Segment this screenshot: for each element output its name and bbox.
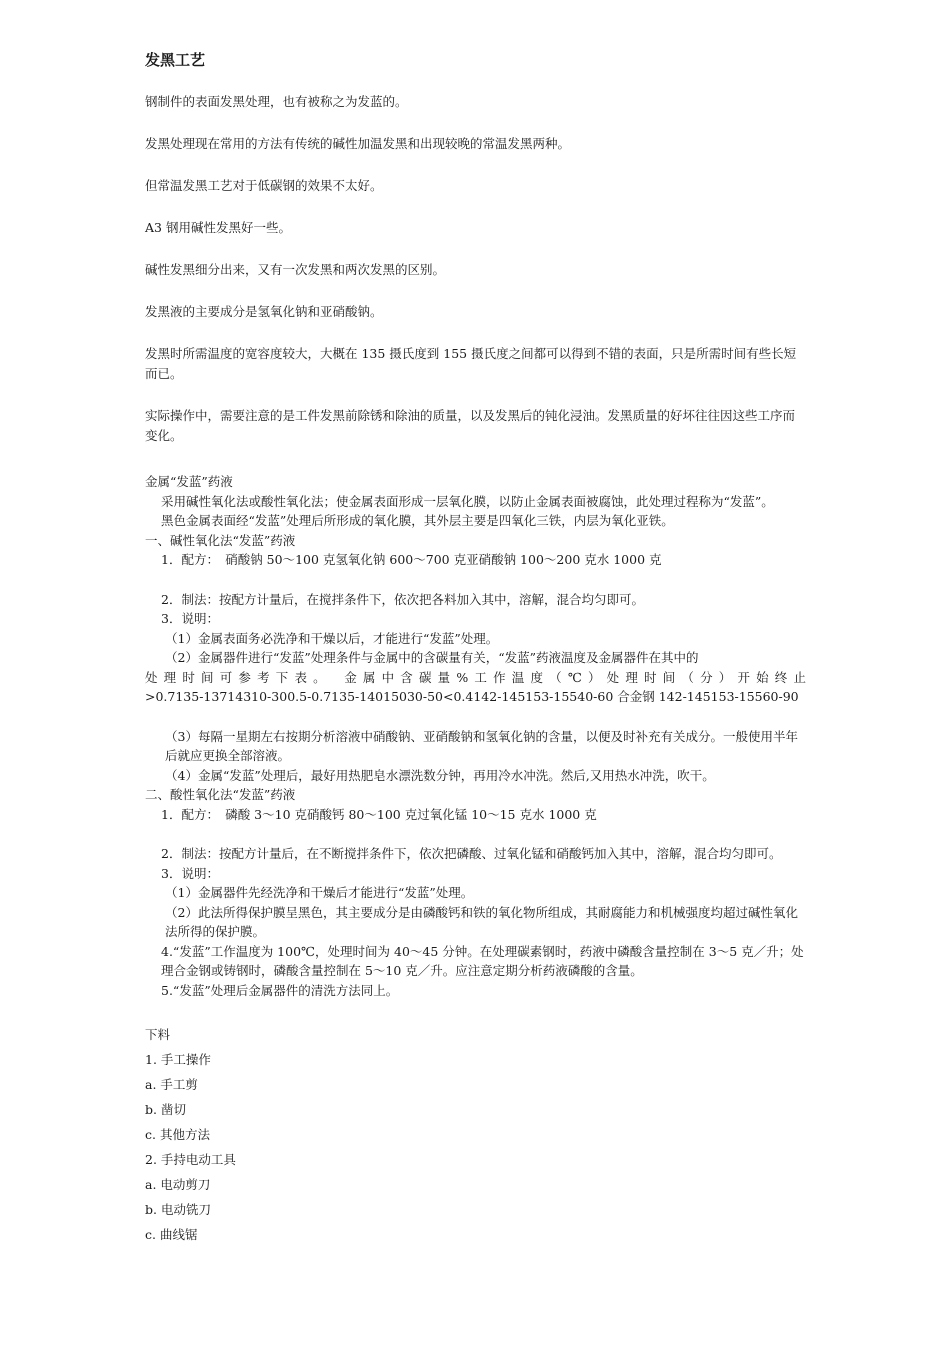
list-item: a. 手工剪 <box>145 1077 198 1092</box>
document-page <box>145 50 807 1247</box>
acid-formula: 1．配方： 磷酸 3～10 克硝酸钙 80～100 克过氧化锰 10～15 克水 1000 克 <box>161 806 597 822</box>
section-heading: 金属“发蓝”药液 <box>145 474 233 489</box>
list-item: 2. 手持电动工具 <box>145 1152 236 1167</box>
intro-paragraph: A3 钢用碱性发黑好一些。 <box>145 220 291 235</box>
acid-note-2: （2）此法所得保护膜呈黑色，其主要成分是由磷酸钙和铁的氧化物所组成，其耐腐能力和机械强度均超过碱性氧化法所得的保护膜。 <box>165 904 798 939</box>
acid-method: 2．制法：按配方计量后，在不断搅拌条件下，依次把磷酸、过氧化锰和硝酸钙加入其中，溶解，混合均匀即可。 <box>161 846 782 861</box>
list-item: a. 电动剪刀 <box>145 1177 211 1192</box>
alkali-note-1: （1）金属表面务必洗净和干燥以后，才能进行“发蓝”处理。 <box>165 630 499 646</box>
acid-paragraph-5: 5.“发蓝”处理后金属器件的清洗方法同上。 <box>161 982 399 998</box>
alkali-note-3: （3）每隔一星期左右按期分析溶液中硝酸钠、亚硝酸钠和氢氧化钠的含量，以便及时补充有关成分。一般使用半年后就应更换全部溶液。 <box>165 728 798 763</box>
alkali-note-2-table: 处理时间可参考下表。 金属中含碳量%工作温度（℃）处理时间（分）开始终止 <box>145 669 807 685</box>
acid-paragraph-4: 4.“发蓝”工作温度为 100℃，处理时间为 40～45 分钟。在处理碳素钢时，药液中磷酸含量控制在 3～5 克／升；处理合金钢或铸钢时，磷酸含量控制在 5～10 克／升。应注意定期分析药液磷酸的含量。 <box>161 943 804 978</box>
section-paragraph: 黑色金属表面经“发蓝”处理后所形成的氧化膜，其外层主要是四氧化三铁，内层为氧化亚铁。 <box>161 513 674 528</box>
alkali-note-2-values: >0.7135-13714310-300.5-0.7135-14015030-50<0.4142-145153-15540-60 合金钢 142-145153-15560-90 <box>145 689 799 704</box>
intro-paragraph: 实际操作中，需要注意的是工件发黑前除锈和除油的质量，以及发黑后的钝化浸油。发黑质量的好坏往往因这些工序而变化。 <box>145 408 796 443</box>
list-item: b. 凿切 <box>145 1102 186 1117</box>
document-title: 发黑工艺 <box>145 51 206 69</box>
intro-paragraphs <box>145 92 807 446</box>
intro-paragraph: 发黑时所需温度的宽容度较大，大概在 135 摄氏度到 155 摄氏度之间都可以得到不错的表面，只是所需时间有些长短而已。 <box>145 346 797 381</box>
acid-note-label: 3．说明： <box>161 865 219 881</box>
intro-paragraph: 发黑液的主要成分是氢氧化钠和亚硝酸钠。 <box>145 304 383 319</box>
alkali-note-2: （2）金属器件进行“发蓝”处理条件与金属中的含碳量有关，“发蓝”药液温度及金属器件在其中的 <box>165 650 699 665</box>
cutting-list <box>145 1022 807 1247</box>
list-item: 1. 手工操作 <box>145 1052 211 1067</box>
list-item: c. 其他方法 <box>145 1127 210 1142</box>
section-paragraph: 采用碱性氧化法或酸性氧化法；使金属表面形成一层氧化膜，以防止金属表面被腐蚀，此处理过程称为“发蓝”。 <box>161 493 774 509</box>
alkali-method: 2．制法：按配方计量后，在搅拌条件下，依次把各料加入其中，溶解，混合均匀即可。 <box>161 591 644 607</box>
intro-paragraph: 但常温发黑工艺对于低碳钢的效果不太好。 <box>145 178 383 193</box>
alkali-formula: 1．配方： 硝酸钠 50～100 克氢氧化钠 600～700 克亚硝酸钠 100～200 克水 1000 克 <box>161 552 662 567</box>
alkali-note-label: 3．说明： <box>161 611 219 626</box>
list-heading: 下料 <box>145 1027 171 1042</box>
list-item: b. 电动铣刀 <box>145 1202 211 1217</box>
intro-paragraph: 钢制件的表面发黑处理，也有被称之为发蓝的。 <box>145 94 408 109</box>
intro-paragraph: 发黑处理现在常用的方法有传统的碱性加温发黑和出现较晚的常温发黑两种。 <box>145 136 571 151</box>
intro-paragraph: 碱性发黑细分出来，又有一次发黑和两次发黑的区别。 <box>145 262 446 277</box>
acid-note-1: （1）金属器件先经洗净和干燥后才能进行“发蓝”处理。 <box>165 885 474 900</box>
acid-heading: 二、酸性氧化法“发蓝”药液 <box>145 787 296 802</box>
bluing-section <box>145 472 807 1000</box>
alkali-note-4: （4）金属“发蓝”处理后，最好用热肥皂水漂洗数分钟，再用冷水冲洗。然后,又用热水冲洗，吹干。 <box>165 767 715 783</box>
list-item: c. 曲线锯 <box>145 1227 198 1242</box>
alkali-heading: 一、碱性氧化法“发蓝”药液 <box>145 532 296 548</box>
